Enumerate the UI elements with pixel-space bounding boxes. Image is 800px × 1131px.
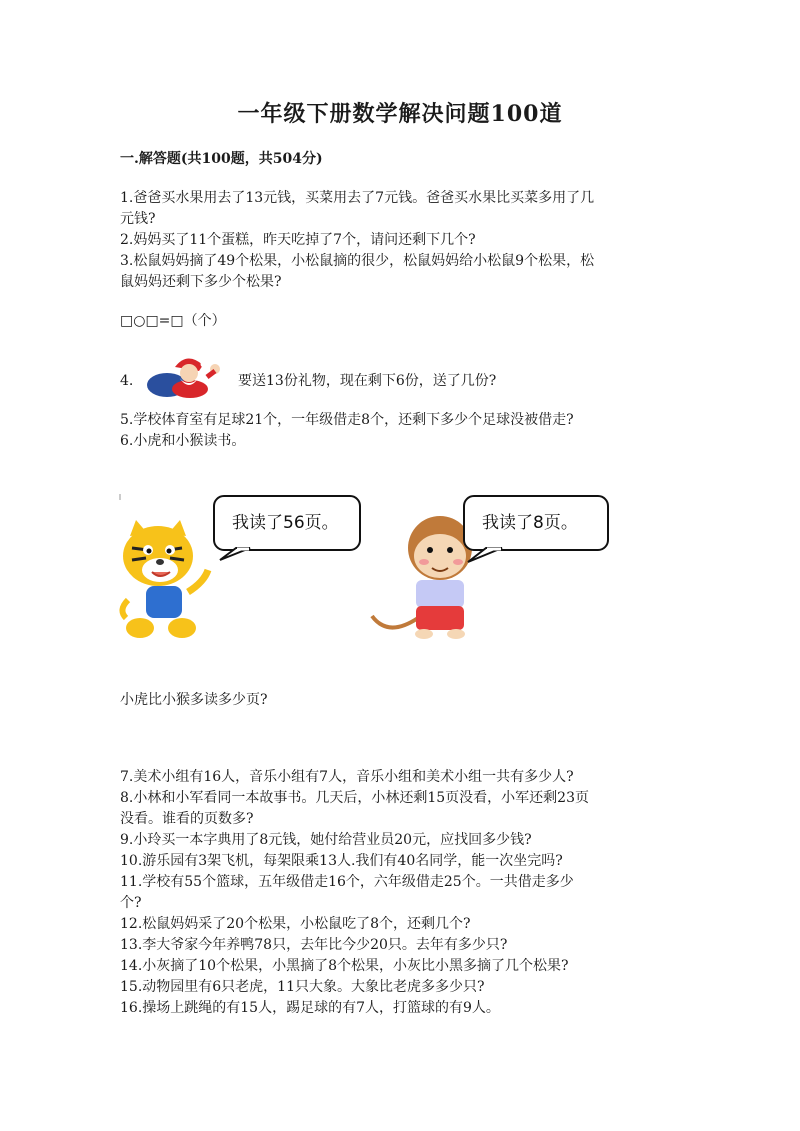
question-8-line-1: 8.小林和小军看同一本故事书。几天后，小林还剩15页没看，小军还剩23页 <box>120 790 589 806</box>
santa-image <box>145 353 225 399</box>
question-15: 15.动物园里有6只老虎，11只大象。大象比老虎多多少只? <box>120 979 485 995</box>
question-3-line-2: 鼠妈妈还剩下多少个松果? <box>120 274 282 290</box>
question-6-prompt: 小虎比小猴多读多少页? <box>120 692 268 708</box>
question-3-line-1: 3.松鼠妈妈摘了49个松果，小松鼠摘的很少，松鼠妈妈给小松鼠9个松果，松 <box>120 253 595 269</box>
question-9: 9.小玲买一本字典用了8元钱，她付给营业员20元，应找回多少钱? <box>120 832 532 848</box>
tiger-speech-text: 我读了56页。 <box>232 513 339 533</box>
page-title: 一年级下册数学解决问题100道 <box>237 101 563 127</box>
answer-formula: □○□=□（个） <box>120 313 226 329</box>
question-10: 10.游乐园有3架飞机，每架限乘13人.我们有40名同学，能一次坐完吗? <box>120 853 563 869</box>
question-2: 2.妈妈买了11个蛋糕，昨天吃掉了7个，请问还剩下几个? <box>120 232 476 248</box>
tiger-monkey-illustration <box>118 488 618 648</box>
monkey-speech-bubble <box>464 496 608 562</box>
question-13: 13.李大爷家今年养鸭78只，去年比今少20只。去年有多少只? <box>120 937 508 953</box>
monkey-speech-text: 我读了8页。 <box>482 513 578 533</box>
question-11-line-2: 个? <box>120 895 142 911</box>
question-4-text: 要送13份礼物，现在剩下6份，送了几份? <box>238 373 497 389</box>
question-6: 6.小虎和小猴读书。 <box>120 433 246 449</box>
tiger-image <box>122 520 208 638</box>
question-1-line-1: 1.爸爸买水果用去了13元钱，买菜用去了7元钱。爸爸买水果比买菜多用了几 <box>120 190 595 206</box>
question-7: 7.美术小组有16人，音乐小组有7人，音乐小组和美术小组一共有多少人? <box>120 769 574 785</box>
question-5: 5.学校体育室有足球21个，一年级借走8个，还剩下多少个足球没被借走? <box>120 412 574 428</box>
question-11-line-1: 11.学校有55个篮球，五年级借走16个，六年级借走25个。一共借走多少 <box>120 874 574 890</box>
question-16: 16.操场上跳绳的有15人，踢足球的有7人，打篮球的有9人。 <box>120 1000 500 1016</box>
section-heading: 一.解答题(共100题，共504分) <box>120 151 323 167</box>
question-12: 12.松鼠妈妈采了20个松果，小松鼠吃了8个，还剩几个? <box>120 916 471 932</box>
tiger-speech-bubble <box>214 496 360 560</box>
question-1-line-2: 元钱? <box>120 211 156 227</box>
monkey-image <box>372 516 472 639</box>
question-4-number: 4. <box>120 373 134 389</box>
question-8-line-2: 没看。谁看的页数多? <box>120 811 254 827</box>
question-14: 14.小灰摘了10个松果，小黑摘了8个松果，小灰比小黑多摘了几个松果? <box>120 958 569 974</box>
